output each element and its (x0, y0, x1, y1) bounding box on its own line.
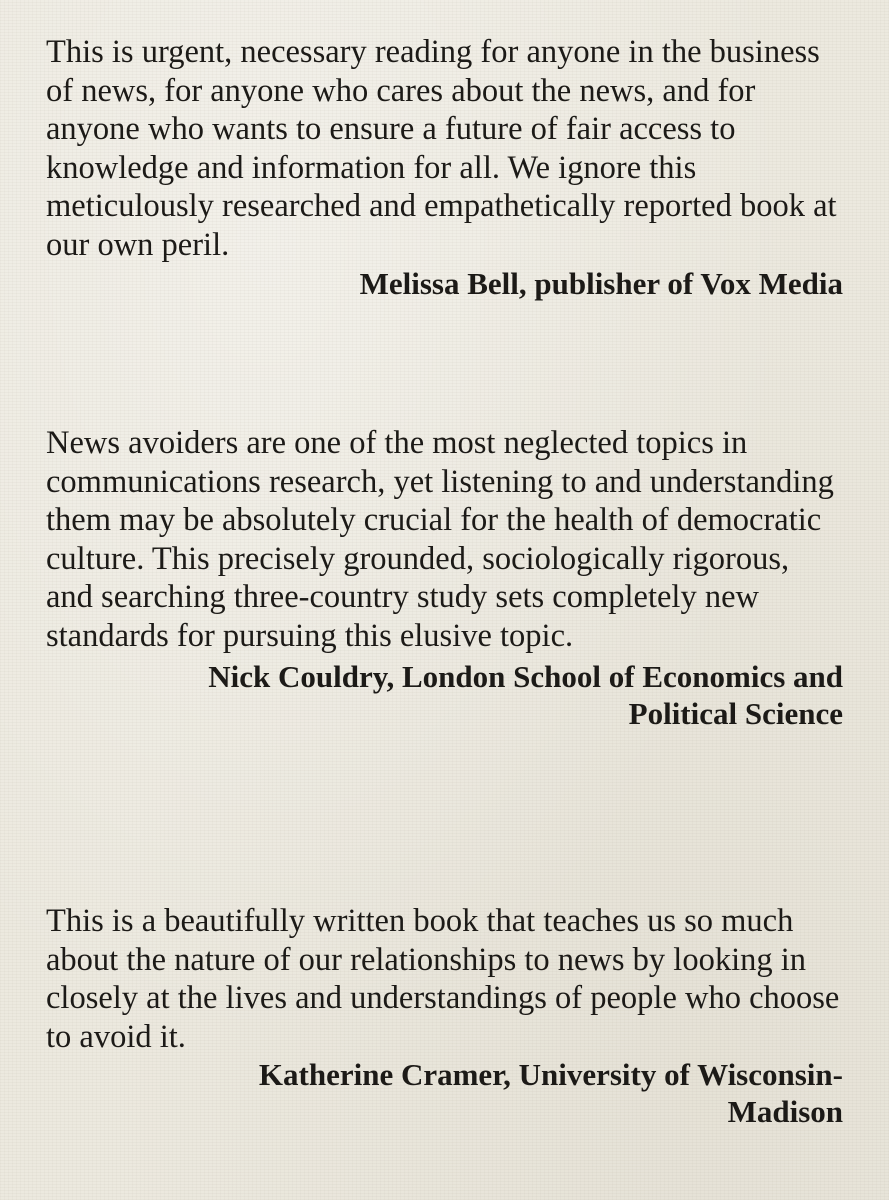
endorsement-attribution (46, 658, 843, 732)
endorsement-attribution (46, 265, 843, 302)
attribution-line: Political Science (628, 695, 843, 731)
endorsement-attribution (46, 1056, 843, 1130)
attribution-line: Nick Couldry, London School of Economics and (208, 658, 843, 694)
endorsement-quote: This is a beautifully written book that teaches us so much about the nature of our relationships to news by looking in closely at the lives and understandings of people who choose to avoid it. (46, 903, 840, 1055)
endorsement-blurb (46, 424, 843, 732)
endorsement-quote: This is urgent, necessary reading for anyone in the business of news, for anyone who cares about the news, and for anyone who wants to ensure a future of fair access to knowledge and information for all. We ignore this meticulously researched and empathetically reported book at our own peril. (46, 34, 837, 263)
endorsement-blurb (46, 902, 843, 1130)
attribution-line: Melissa Bell, publisher of Vox Media (359, 265, 843, 301)
endorsement-blurb (46, 33, 843, 302)
attribution-line: Madison (727, 1094, 843, 1130)
endorsement-quote: News avoiders are one of the most neglected topics in communications research, yet listening to and understanding them may be absolutely crucial for the health of democratic culture. This precisely grounded, sociologically rigorous, and searching three-country study sets completely new standards for pursuing this elusive topic. (46, 425, 834, 654)
attribution-line: Katherine Cramer, University of Wisconsin- (258, 1057, 843, 1093)
